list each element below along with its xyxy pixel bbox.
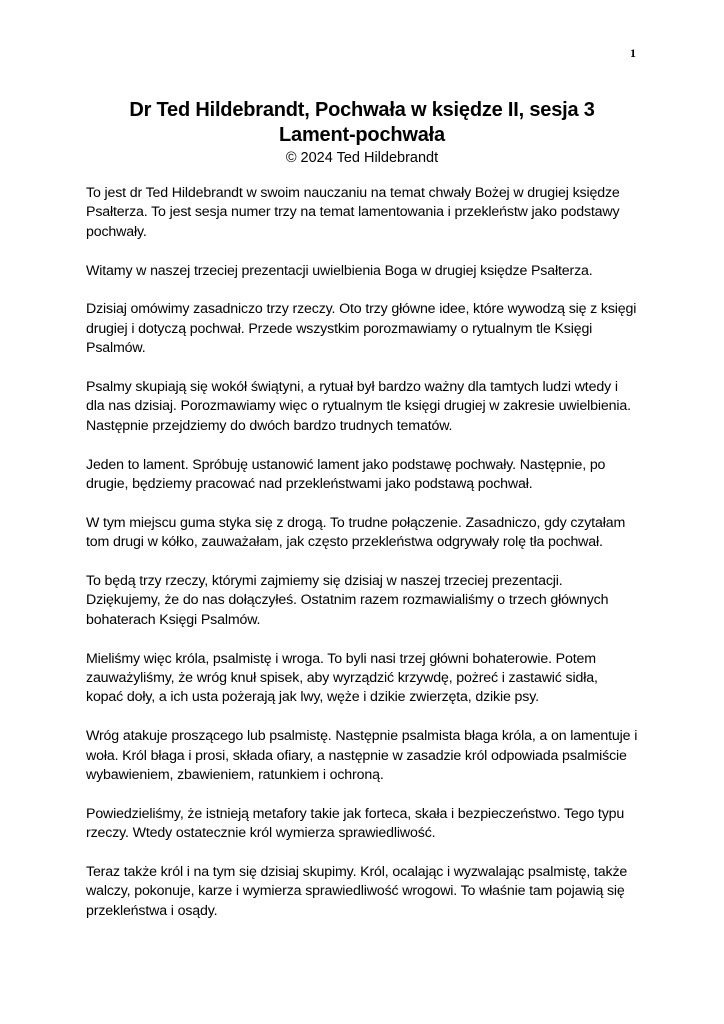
paragraph: Teraz także król i na tym się dzisiaj skupimy. Król, ocalając i wyzwalając psalmistę, także walczy, pokonuje, karze i wymierza sprawiedliwość wrogowi. To właśnie tam pojawią się przekleństwa i osądy.	[86, 864, 628, 919]
paragraph: Mieliśmy więc króla, psalmistę i wroga. To byli nasi trzej główni bohaterowie. Potem zauważyliśmy, że wróg knuł spisek, aby wyrządzić krzywdę, pożreć i zastawić sidła, kopać doły, a ich usta pożerają jak lwy, węże i dzikie zwierzęta, dzikie psy.	[86, 650, 598, 706]
paragraph: Psalmy skupiają się wokół świątyni, a rytuał był bardzo ważny dla tamtych ludzi wtedy i dla nas dzisiaj. Porozmawiamy więc o rytualnym tle księgi drugiej w zakresie uwielbienia. Następnie przejdziemy do dwóch bardzo trudnych tematów.	[86, 379, 631, 434]
document-title: Dr Ted Hildebrandt, Pochwała w księdze II, sesja 3	[129, 99, 595, 121]
paragraph: Dzisiaj omówimy zasadniczo trzy rzeczy. Oto trzy główne idee, które wywodzą się z księgi drugiej i dotyczą pochwał. Przede wszystkim porozmawiamy o rytualnym tle Księgi Psalmów.	[86, 301, 637, 357]
copyright-notice: © 2024 Ted Hildebrandt	[285, 150, 439, 166]
paragraph: To będą trzy rzeczy, którymi zajmiemy się dzisiaj w naszej trzeciej prezentacji. Dziękujemy, że do nas dołączyłeś. Ostatnim razem rozmawialiśmy o trzech głównych bohaterach Księgi Psalmów.	[86, 573, 609, 628]
paragraph: Jeden to lament. Spróbuję ustanowić lament jako podstawę pochwały. Następnie, po drugie, będziemy pracować nad przekleństwami jako podstawą pochwał.	[86, 456, 606, 493]
document-body	[86, 184, 638, 941]
page-number: 1	[630, 46, 636, 60]
paragraph: Wróg atakuje proszącego lub psalmistę. Następnie psalmista błaga króla, a on lamentuje i woła. Król błaga i prosi, składa ofiary, a następnie w zasadzie król odpowiada psalmiście wybawieniem, zbawieniem, ratunkiem i ochroną.	[86, 728, 638, 784]
document-subtitle: Lament-pochwała	[279, 124, 445, 146]
paragraph: To jest dr Ted Hildebrandt w swoim nauczaniu na temat chwały Bożej w drugiej księdze Psałterza. To jest sesja numer trzy na temat lamentowania i przekleństw jako podstawy pochwały.	[86, 185, 620, 240]
paragraph: W tym miejscu guma styka się z drogą. To trudne połączenie. Zasadniczo, gdy czytałam tom drugi w kółko, zauważałam, jak często przekleństwa odgrywały rolę tła pochwał.	[86, 514, 626, 551]
paragraph: Witamy w naszej trzeciej prezentacji uwielbienia Boga w drugiej księdze Psałterza.	[86, 262, 593, 279]
paragraph: Powiedzieliśmy, że istnieją metafory takie jak forteca, skała i bezpieczeństwo. Tego typu rzeczy. Wtedy ostatecznie król wymierza sprawiedliwość.	[86, 805, 625, 842]
document-header	[86, 98, 638, 168]
